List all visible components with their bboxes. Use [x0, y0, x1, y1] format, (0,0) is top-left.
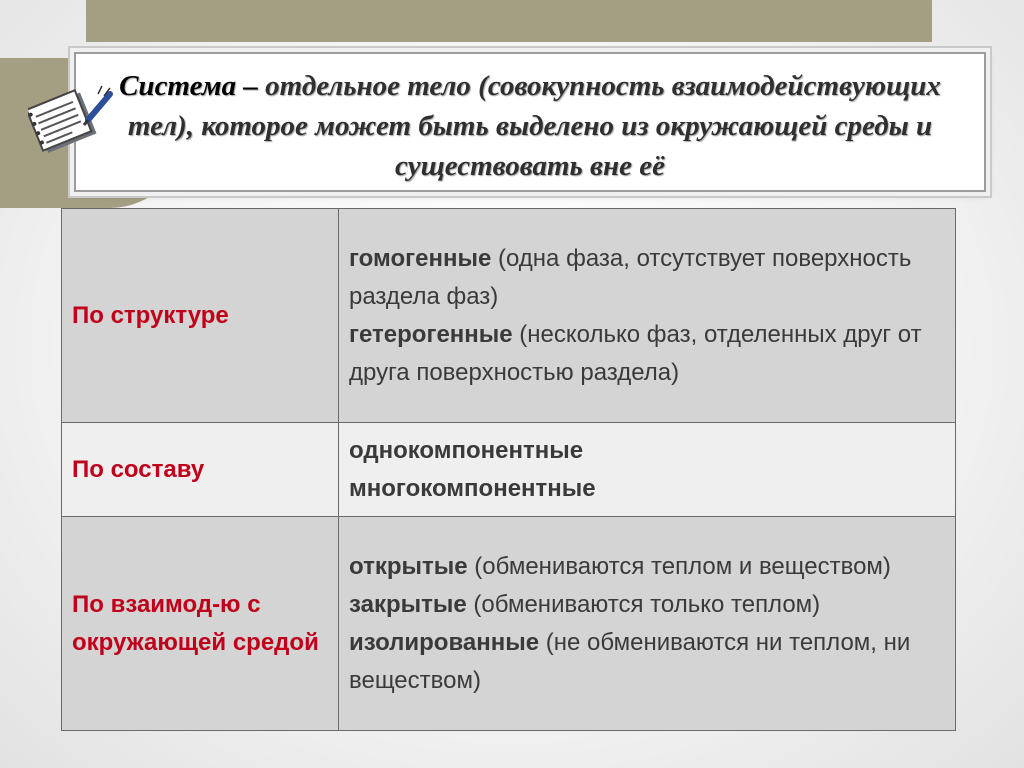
types-cell — [339, 517, 956, 731]
category-cell: По взаимод-ю с окружающей средой — [62, 517, 339, 731]
classification-table — [61, 208, 956, 731]
type-description: (обмениваются теплом и веществом) — [467, 552, 891, 580]
type-name: гетерогенные — [349, 320, 513, 348]
types-cell — [339, 423, 956, 517]
type-entry — [349, 432, 945, 470]
type-entry — [349, 624, 945, 700]
table-row-interaction — [62, 517, 956, 731]
type-name: гомогенные — [349, 244, 492, 272]
table-row-structure — [62, 209, 956, 423]
type-entry — [349, 470, 945, 508]
table-row-composition — [62, 423, 956, 517]
type-name: изолированные — [349, 628, 540, 656]
types-cell — [339, 209, 956, 423]
definition-body: отдельное тело (совокупность взаимодействующих тел), которое может быть выделено из окружающей среды и существовать вне её — [127, 70, 941, 182]
type-description: (не обмениваются ни теплом, ни веществом) — [349, 628, 911, 694]
definition-text — [86, 66, 974, 186]
type-name: однокомпонентные — [349, 436, 584, 464]
definition-term: Система – — [119, 70, 258, 102]
category-cell: По составу — [62, 423, 339, 517]
type-description: (несколько фаз, отделенных друг от друга поверхностью раздела) — [349, 320, 922, 386]
type-entry — [349, 586, 945, 624]
type-name: многокомпонентные — [349, 474, 596, 502]
definition-box — [74, 52, 986, 192]
category-cell: По структуре — [62, 209, 339, 423]
type-entry — [349, 316, 945, 392]
type-entry — [349, 548, 945, 586]
type-entry — [349, 240, 945, 316]
notebook-with-pen-icon — [28, 84, 114, 158]
type-name: открытые — [349, 552, 468, 580]
type-description: (одна фаза, отсутствует поверхность раздела фаз) — [349, 244, 912, 310]
type-name: закрытые — [349, 590, 467, 618]
top-decor-bar — [86, 0, 932, 42]
type-description: (обмениваются только теплом) — [466, 590, 821, 618]
